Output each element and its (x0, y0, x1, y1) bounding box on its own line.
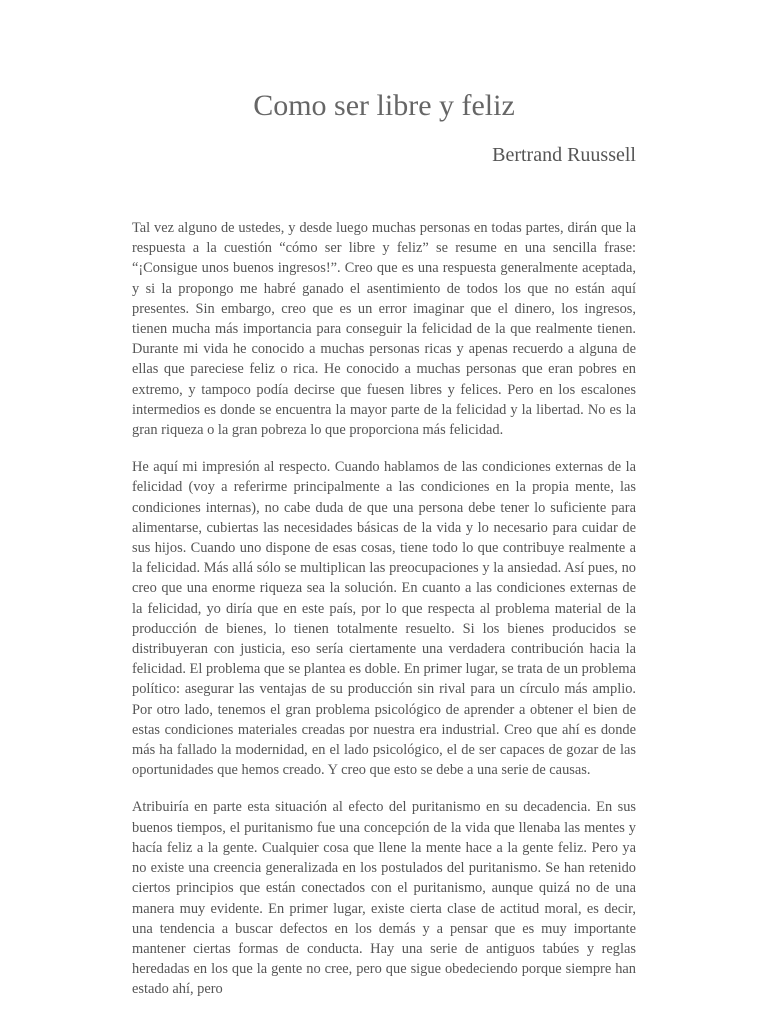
document-title: Como ser libre y feliz (253, 89, 515, 122)
paragraph-1: Tal vez alguno de ustedes, y desde luego muchas personas en todas partes, dirán que la respuesta a la cuestión “cómo ser libre y feliz” se resume en una sencilla frase: “¡Consigue unos buenos ingresos!”. Creo que es una respuesta generalmente aceptada, y si la propongo me habré ganado el asentimiento de todos los que no están aquí presentes. Sin embargo, creo que es un error imaginar que el dinero, los ingresos, tienen mucha más importancia para conseguir la felicidad de la que realmente tienen. Durante mi vida he conocido a muchas personas ricas y apenas recuerdo a alguna de ellas que pareciese feliz o rica. He conocido a muchas personas que eran pobres en extremo, y tampoco podía decirse que fuesen libres y felices. Pero en los escalones intermedios es donde se encuentra la mayor parte de la felicidad y la libertad. No es la gran riqueza o la gran pobreza lo que proporciona más felicidad. (132, 220, 636, 439)
paragraph-3: Atribuiría en parte esta situación al efecto del puritanismo en su decadencia. En sus buenos tiempos, el puritanismo fue una concepción de la vida que llenaba las mentes y hacía feliz a la gente. Cualquier cosa que llene la mente hace a la gente feliz. Pero ya no existe una creencia generalizada en los postulados del puritanismo. Se han retenido ciertos principios que están conectados con el puritanismo, aunque quizá no de una manera muy evidente. En primer lugar, existe cierta clase de actitud moral, es decir, una tendencia a buscar defectos en los demás y a pensar que es muy importante mantener ciertas formas de conducta. Hay una serie de antiguos tabúes y reglas heredadas en los que la gente no cree, pero que sigue obedeciendo porque siempre han estado ahí, pero (132, 799, 636, 998)
paragraph-2: He aquí mi impresión al respecto. Cuando hablamos de las condiciones externas de la felicidad (voy a referirme principalmente a las condiciones en la propia mente, las condiciones internas), no cabe duda de que una persona debe tener lo suficiente para alimentarse, cubiertas las necesidades básicas de la vida y lo necesario para cuidar de sus hijos. Cuando uno dispone de esas cosas, tiene todo lo que contribuye realmente a la felicidad. Más allá sólo se multiplican las preocupaciones y la ansiedad. Así pues, no creo que una enorme riqueza sea la solución. En cuanto a las condiciones externas de la felicidad, yo diría que en este país, por lo que respecta al problema material de la producción de bienes, lo tienen totalmente resuelto. Si los bienes producidos se distribuyeran con justicia, eso sería ciertamente una verdadera contribución hacia la felicidad. El problema que se plantea es doble. En primer lugar, se trata de un problema político: asegurar las ventajas de su producción sin rival para un círculo más amplio. Por otro lado, tenemos el gran problema psicológico de aprender a obtener el bien de estas condiciones materiales creadas por nuestra era industrial. Creo que ahí es donde más ha fallado la modernidad, en el lado psicológico, el de ser capaces de gozar de las oportunidades que hemos creado. Y creo que esto se debe a una serie de causas. (132, 459, 636, 779)
document-author: Bertrand Ruussell (492, 144, 636, 166)
document-body (132, 218, 636, 1017)
